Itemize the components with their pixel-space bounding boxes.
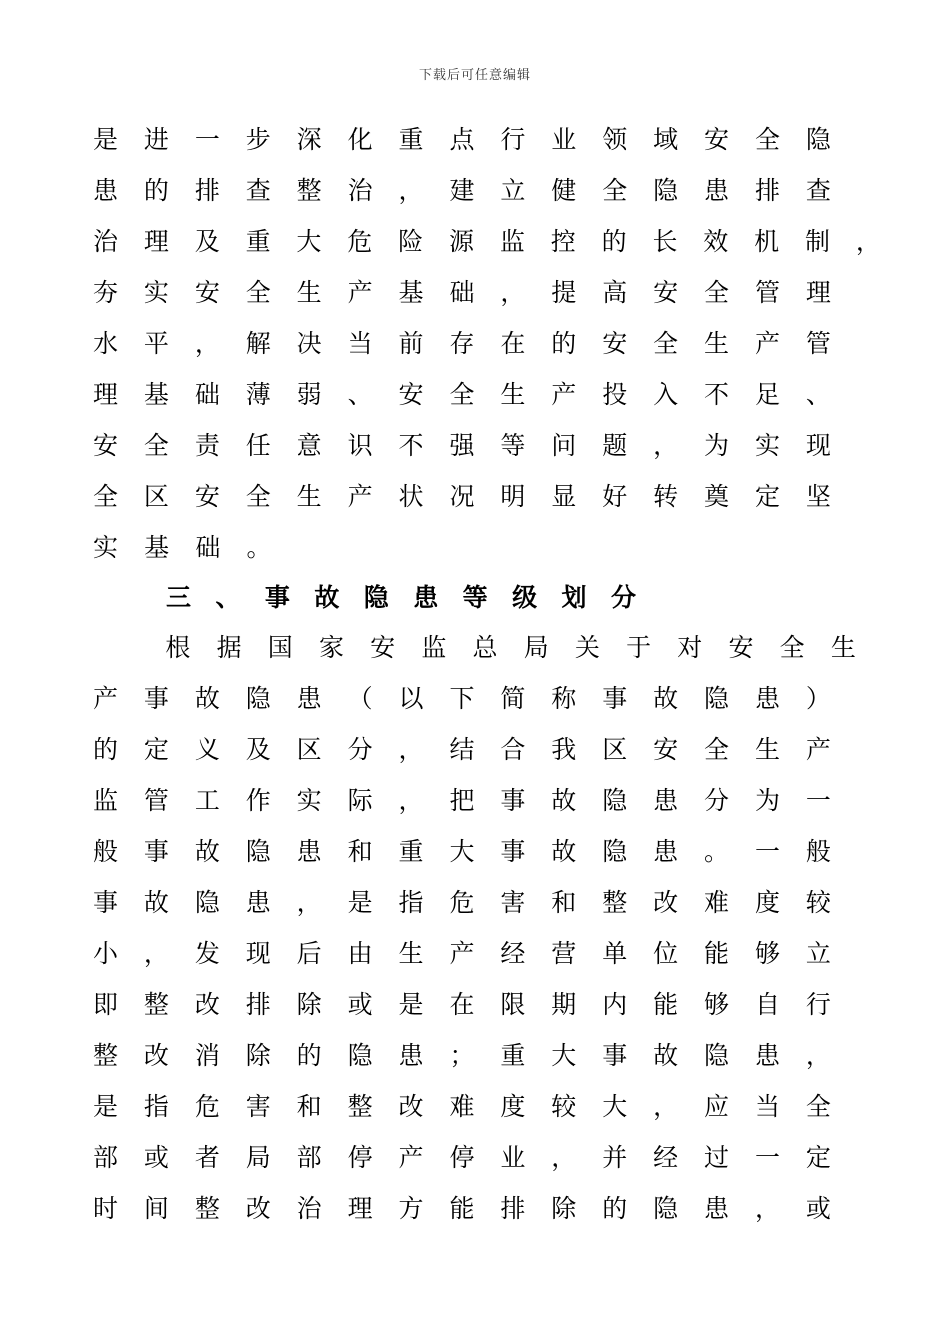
text-line: 整 改 消 除 的 隐 患 ； 重 大 事 故 隐 患 ，	[92, 1041, 831, 1070]
page-header: 下载后可任意编辑	[418, 68, 531, 83]
text-line: 根 据 国 家 安 监 总 局 关 于 对 安 全 生	[165, 633, 856, 662]
text-line: 部 或 者 局 部 停 产 停 业 ， 并 经 过 一 定	[92, 1143, 831, 1172]
text-line: 是 进 一 步 深 化 重 点 行 业 领 域 安 全 隐	[92, 125, 831, 154]
text-line: 小 ， 发 现 后 由 生 产 经 营 单 位 能 够 立	[92, 939, 831, 968]
text-line: 治 理 及 重 大 危 险 源 监 控 的 长 效 机 制 ，	[92, 227, 881, 256]
text-line: 产 事 故 隐 患 （ 以 下 简 称 事 故 隐 患 ）	[92, 684, 831, 713]
text-line: 全 区 安 全 生 产 状 况 明 显 好 转 奠 定 坚	[92, 482, 831, 511]
text-line: 监 管 工 作 实 际 ， 把 事 故 隐 患 分 为 一	[92, 786, 831, 815]
text-line: 患 的 排 查 整 治 ， 建 立 健 全 隐 患 排 查	[92, 176, 831, 205]
text-line: 事 故 隐 患 ， 是 指 危 害 和 整 改 难 度 较	[92, 888, 831, 917]
section-heading: 三 、 事 故 隐 患 等 级 划 分	[166, 583, 636, 612]
text-line: 理 基 础 薄 弱 、 安 全 生 产 投 入 不 足 、	[92, 380, 831, 409]
text-line: 即 整 改 排 除 或 是 在 限 期 内 能 够 自 行	[92, 990, 831, 1019]
text-line: 夯 实 安 全 生 产 基 础 ， 提 高 安 全 管 理	[92, 278, 831, 307]
text-line: 般 事 故 隐 患 和 重 大 事 故 隐 患 。 一 般	[92, 837, 831, 866]
text-line: 是 指 危 害 和 整 改 难 度 较 大 ， 应 当 全	[92, 1092, 831, 1121]
text-line: 实 基 础 。	[92, 533, 272, 562]
text-line: 时 间 整 改 治 理 方 能 排 除 的 隐 患 ， 或	[92, 1194, 831, 1223]
text-line: 安 全 责 任 意 识 不 强 等 问 题 ， 为 实 现	[92, 431, 831, 460]
text-line: 水 平 ， 解 决 当 前 存 在 的 安 全 生 产 管	[92, 329, 831, 358]
text-line: 的 定 义 及 区 分 ， 结 合 我 区 安 全 生 产	[92, 735, 831, 764]
